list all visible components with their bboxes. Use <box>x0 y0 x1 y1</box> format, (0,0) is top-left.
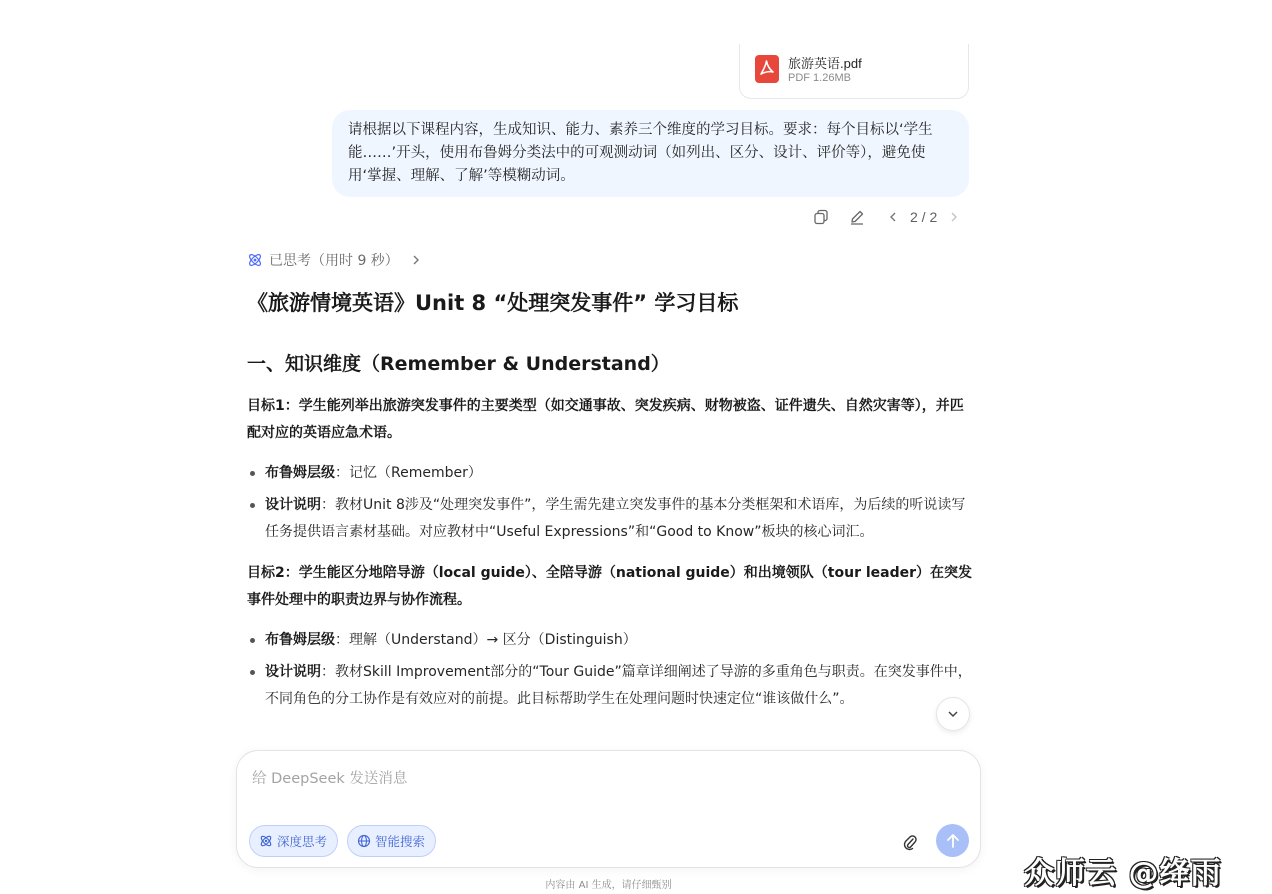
chevron-right-icon <box>409 253 423 267</box>
watermark: 众师云 @绛雨 <box>1024 856 1222 891</box>
pdf-file-icon <box>755 55 779 83</box>
list-item: 布鲁姆层级：记忆（Remember） <box>247 460 973 487</box>
chevron-down-icon <box>947 708 959 720</box>
list-item: 设计说明：教材Skill Improvement部分的“Tour Guide”篇章详细阐述了导游的多重角色与职责。在突发事件中，不同角色的分工协作是有效应对的前提。此目标帮助学生在处理问题时快速定位“谁该做什么”。 <box>247 659 973 713</box>
atom-icon <box>247 252 263 268</box>
goal-2-details <box>247 627 973 713</box>
list-item: 设计说明：教材Unit 8涉及“处理突发事件”，学生需先建立突发事件的基本分类框架和术语库，为后续的听说读写任务提供语言素材基础。对应教材中“Useful Expressions”和“Good to Know”板块的核心词汇。 <box>247 492 973 546</box>
list-item: 布鲁姆层级：理解（Understand）→ 区分（Distinguish） <box>247 627 973 654</box>
file-meta: PDF 1.26MB <box>788 72 851 84</box>
assistant-answer <box>247 285 973 718</box>
deep-think-toggle[interactable] <box>249 825 338 857</box>
smart-search-toggle[interactable] <box>347 825 436 857</box>
goal-1: 目标1：学生能列举出旅游突发事件的主要类型（如交通事故、突发疾病、财物被盗、证件遗失、自然灾害等），并匹配对应的英语应急术语。 <box>247 398 964 441</box>
next-version-icon[interactable] <box>943 206 965 228</box>
message-input[interactable] <box>252 767 952 807</box>
deep-think-label: 深度思考 <box>277 834 328 849</box>
copy-icon[interactable] <box>810 206 832 228</box>
send-button[interactable] <box>936 824 969 857</box>
thinking-label: 已思考（用时 9 秒） <box>269 253 399 269</box>
message-toolbar <box>810 206 965 228</box>
ai-disclaimer: 内容由 AI 生成，请仔细甄别 <box>545 880 672 891</box>
version-pager: 2 / 2 <box>910 209 938 225</box>
paperclip-icon[interactable] <box>899 831 921 853</box>
goal-2: 目标2：学生能区分地陪导游（local guide）、全陪导游（national guide）和出境领队（tour leader）在突发事件处理中的职责边界与协作流程。 <box>247 565 973 608</box>
message-composer <box>236 750 981 868</box>
scroll-to-bottom-button[interactable] <box>936 697 970 731</box>
goal-1-details <box>247 460 973 546</box>
globe-icon <box>357 834 371 848</box>
edit-icon[interactable] <box>846 206 868 228</box>
arrow-up-icon <box>946 833 960 849</box>
thinking-toggle[interactable] <box>247 250 423 270</box>
section-heading-knowledge: 一、知识维度（Remember & Understand） <box>247 353 670 375</box>
user-message-bubble: 请根据以下课程内容，生成知识、能力、素养三个维度的学习目标。要求：每个目标以‘学生能……’开头，使用布鲁姆分类法中的可观测动词（如列出、区分、设计、评价等），避免使用‘掌握、理解、了解’等模糊动词。 <box>332 110 969 197</box>
answer-title: 《旅游情境英语》Unit 8 “处理突发事件” 学习目标 <box>247 291 739 315</box>
atom-icon <box>259 834 273 848</box>
previous-version-icon[interactable] <box>882 206 904 228</box>
file-attachment-card[interactable] <box>739 44 969 99</box>
smart-search-label: 智能搜索 <box>375 834 426 849</box>
file-name: 旅游英语.pdf <box>788 56 862 71</box>
